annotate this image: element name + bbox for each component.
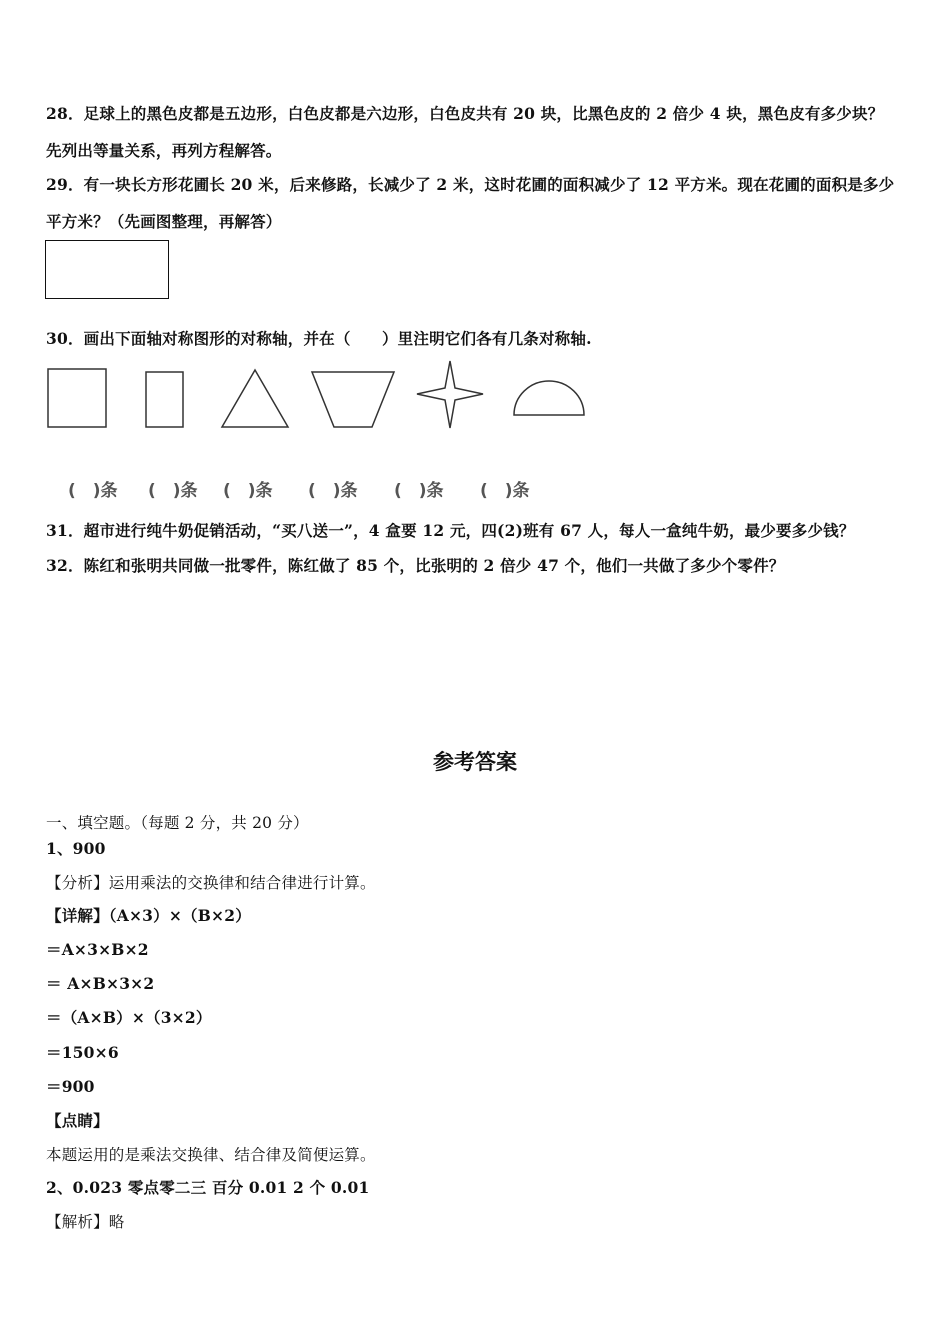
rectangle-figure [146, 372, 183, 427]
answer-1-head: 1、900 [46, 839, 106, 858]
axis-count-label-1: ( )条 [68, 481, 118, 501]
question-28-line-1: 28．足球上的黑色皮都是五边形，白色皮都是六边形，白色皮共有 20 块，比黑色皮的 2 倍少 4 块，黑色皮有多少块？ [46, 104, 884, 123]
answer-1-detail: 【详解】（A×3）×（B×2） [46, 906, 251, 925]
garden-rectangle-drawing-box [45, 240, 169, 299]
question-30-line-1: 30．画出下面轴对称图形的对称轴，并在（ ）里注明它们各有几条对称轴. [46, 329, 592, 348]
axis-count-label-5: ( )条 [394, 481, 444, 501]
axis-count-label-6: ( )条 [480, 481, 530, 501]
question-31: 31．超市进行纯牛奶促销活动，“买八送一”，4 盒要 12 元，四(2)班有 67 人，每人一盒纯牛奶，最少要多少钱？ [46, 521, 855, 540]
answer-1-step-1: ＝A×3×B×2 [46, 940, 149, 959]
question-29-line-1: 29．有一块长方形花圃长 20 米，后来修路，长减少了 2 米，这时花圃的面积减少了 12 平方米。现在花圃的面积是多少 [46, 175, 895, 194]
answer-1-comment-label: 【点睛】 [46, 1111, 109, 1130]
answer-1-step-2: ＝ A×B×3×2 [46, 974, 155, 993]
axis-count-label-3: ( )条 [223, 481, 273, 501]
answer-1-analysis: 【分析】运用乘法的交换律和结合律进行计算。 [46, 874, 376, 892]
axis-count-label-2: ( )条 [148, 481, 198, 501]
answer-1-step-5: ＝900 [46, 1077, 95, 1096]
answer-1-step-3: ＝（A×B）×（3×2） [46, 1008, 212, 1027]
four-point-star-figure [417, 361, 483, 428]
square-figure [48, 369, 106, 427]
triangle-figure [222, 370, 288, 427]
answers-section-heading: 一、填空题。（每题 2 分，共 20 分） [46, 814, 309, 832]
axis-count-label-4: ( )条 [308, 481, 358, 501]
answer-2-head: 2、0.023 零点零二三 百分 0.01 2 个 0.01 [46, 1178, 370, 1197]
trapezoid-figure [312, 372, 394, 427]
symmetry-figures [0, 355, 600, 435]
question-32: 32．陈红和张明共同做一批零件，陈红做了 85 个，比张明的 2 倍少 47 个，他们一共做了多少个零件？ [46, 556, 785, 575]
question-29-line-2: 平方米？（先画图整理，再解答） [46, 212, 282, 231]
answer-1-step-4: ＝150×6 [46, 1043, 119, 1062]
answers-title: 参考答案 [433, 750, 517, 774]
question-28-line-2: 先列出等量关系，再列方程解答。 [46, 141, 282, 160]
answer-1-comment: 本题运用的是乘法交换律、结合律及简便运算。 [46, 1146, 376, 1164]
semicircle-figure [514, 381, 584, 415]
answer-2-analysis: 【解析】略 [46, 1213, 125, 1231]
